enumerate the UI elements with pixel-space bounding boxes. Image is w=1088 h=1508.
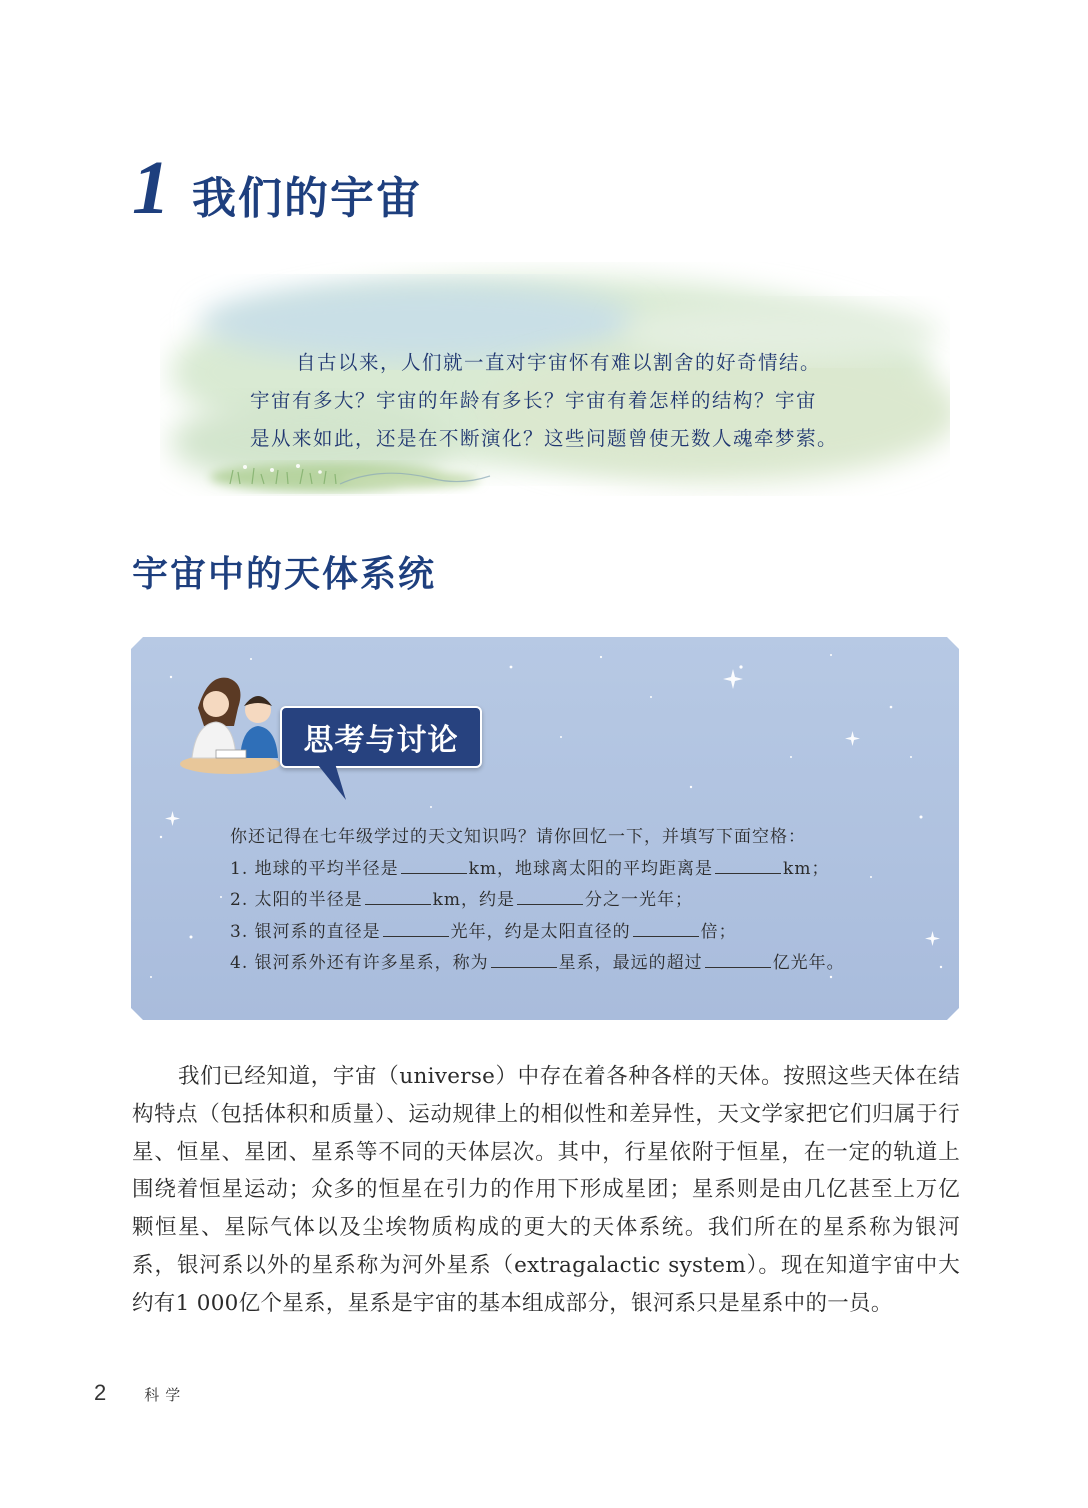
intro-line-1: 自古以来，人们就一直对宇宙怀有难以割舍的好奇情结。: [296, 351, 822, 374]
answer-blank[interactable]: [383, 918, 449, 937]
answer-blank[interactable]: [705, 949, 771, 968]
question-2: 2. 太阳的半径是 km，约是 分之一光年；: [230, 885, 930, 917]
answer-blank[interactable]: [633, 918, 699, 937]
discussion-badge: 思考与讨论: [280, 706, 482, 768]
intro-panel: [160, 262, 950, 542]
body-paragraph: 我们已经知道，宇宙（universe）中存在着各种各样的天体。按照这些天体在结构特点（包括体积和质量）、运动规律上的相似性和差异性，天文学家把它们归属于行星、恒星、星团、星系等不同的天体层次。其中，行星依附于恒星，在一定的轨道上围绕着恒星运动；众多的恒星在引力的作用下形成星团；星系则是由几亿甚至上万亿颗恒星、星际气体以及尘埃物质构成的更大的天体系统。我们所在的星系称为银河系，银河系以外的星系称为河外星系（extragalactic system）。现在知道宇宙中大约有1 000亿个星系，星系是宇宙的基本组成部分，银河系只是星系中的一员。: [132, 1064, 960, 1316]
chapter-number: 1: [132, 146, 170, 230]
answer-blank[interactable]: [365, 886, 431, 905]
teacher-student-illustration: [178, 668, 288, 778]
page-number: 2: [94, 1380, 107, 1405]
body-text: [132, 1058, 960, 1323]
question-3: 3. 银河系的直径是 光年，约是太阳直径的 倍；: [230, 917, 930, 949]
chapter-title: 我们的宇宙: [192, 173, 422, 224]
intro-line-2: 宇宙有多大？宇宙的年龄有多长？宇宙有着怎样的结构？宇宙: [250, 389, 818, 412]
intro-text: [250, 344, 840, 458]
discussion-questions: [230, 822, 930, 980]
question-4: 4. 银河系外还有许多星系，称为 星系，最远的超过 亿光年。: [230, 948, 930, 980]
speech-bubble-tail: [300, 760, 360, 800]
intro-line-3: 是从来如此，还是在不断演化？这些问题曾使无数人魂牵梦萦。: [250, 427, 839, 450]
answer-blank[interactable]: [517, 886, 583, 905]
page-footer: [94, 1380, 186, 1406]
question-1: 1. 地球的平均半径是 km，地球离太阳的平均距离是 km；: [230, 854, 930, 886]
answer-blank[interactable]: [491, 949, 557, 968]
book-name: 科学: [144, 1386, 187, 1404]
section-title: 宇宙中的天体系统: [132, 554, 437, 595]
answer-blank[interactable]: [401, 855, 467, 874]
discussion-prompt: 你还记得在七年级学过的天文知识吗？请你回忆一下，并填写下面空格：: [230, 827, 806, 847]
chapter-heading: [132, 146, 422, 230]
answer-blank[interactable]: [715, 855, 781, 874]
